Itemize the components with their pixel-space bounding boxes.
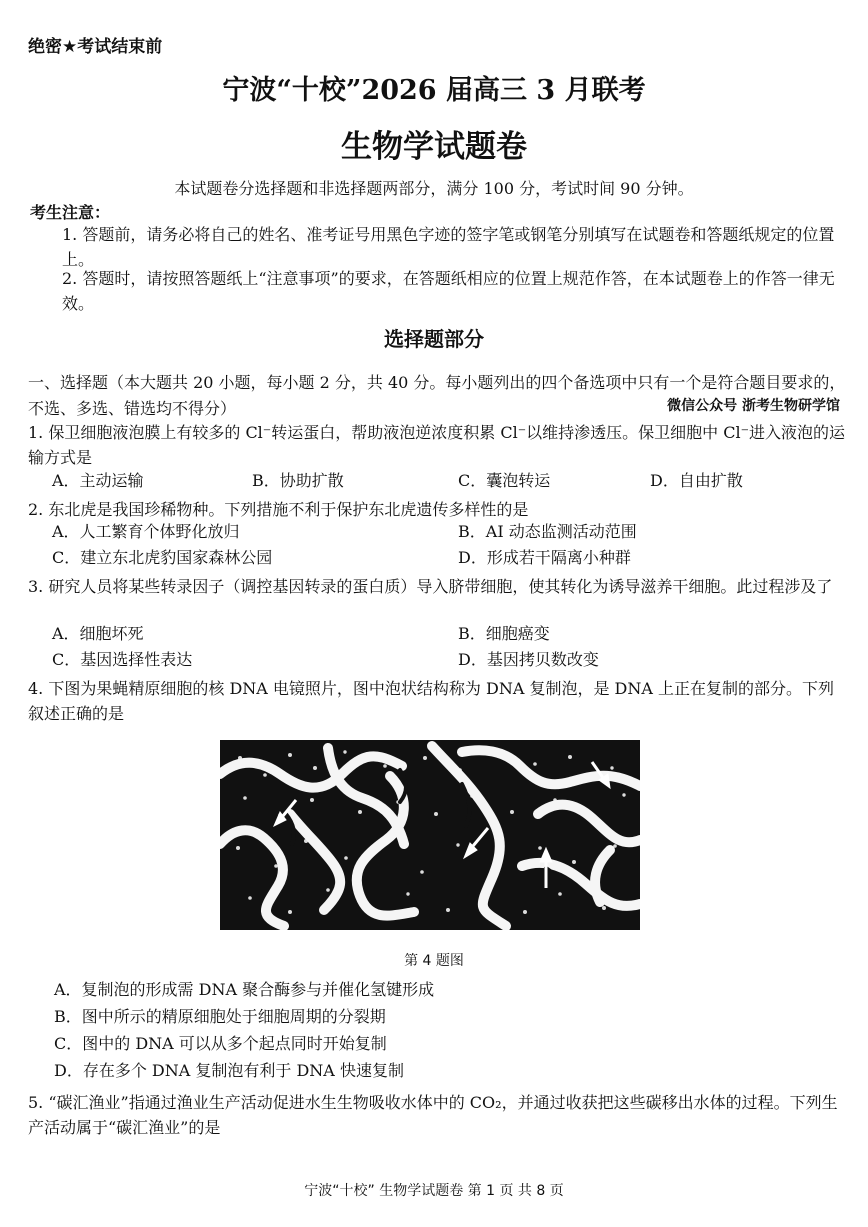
q3-option-a: A．细胞坏死: [52, 624, 144, 643]
figure-caption: 第 4 题图: [404, 953, 464, 969]
q2-option-d: D．形成若干隔离小种群: [458, 548, 631, 567]
q2-option-a: A．人工繁育个体野化放归: [52, 522, 240, 541]
question-5-stem: 5. “碳汇渔业”指通过渔业生产活动促进水生生物吸收水体中的 CO₂，并通过收获把这些碳移出水体的过程。下列生产活动属于“碳汇渔业”的是: [28, 1093, 838, 1137]
question-1-stem: 1. 保卫细胞液泡膜上有较多的 Cl⁻转运蛋白，帮助液泡逆浓度积累 Cl⁻以维持渗透压。保卫细胞中 Cl⁻进入液泡的运输方式是: [28, 423, 846, 467]
q1-option-c: C．囊泡转运: [458, 471, 551, 490]
q4-option-a: A．复制泡的形成需 DNA 聚合酶参与并催化氢键形成: [54, 980, 435, 999]
watermark-text: 微信公众号 浙考生物研学馆: [667, 398, 840, 414]
section-instruction: 一、选择题（本大题共 20 小题，每小题 2 分，共 40 分。每小题列出的四个备选项中只有一个是符合题目要求的，不选、多选、错选均不得分）: [28, 373, 846, 418]
q3-option-c: C．基因选择性表达: [52, 650, 193, 669]
subject-title: 生物学试题卷: [341, 129, 527, 165]
q4-option-d: D．存在多个 DNA 复制泡有利于 DNA 快速复制: [54, 1061, 404, 1080]
q3-option-d: D．基因拷贝数改变: [458, 650, 599, 669]
section-title: 选择题部分: [384, 327, 484, 351]
dna-replication-bubble-micrograph: [220, 740, 640, 930]
q4-option-c: C．图中的 DNA 可以从多个起点同时开始复制: [54, 1034, 387, 1053]
question-4-stem: 4. 下图为果蝇精原细胞的核 DNA 电镜照片，图中泡状结构称为 DNA 复制泡，是 DNA 上正在复制的部分。下列叙述正确的是: [28, 679, 835, 723]
q2-option-b: B．AI 动态监测活动范围: [458, 522, 637, 541]
question-3-stem: 3. 研究人员将某些转录因子（调控基因转录的蛋白质）导入脐带细胞，使其转化为诱导滋养干细胞。此过程涉及了: [28, 577, 833, 596]
q3-option-b: B．细胞癌变: [458, 624, 550, 643]
q1-option-a: A．主动运输: [52, 471, 144, 490]
q1-option-b: B．协助扩散: [252, 471, 344, 490]
question-2-stem: 2. 东北虎是我国珍稀物种。下列措施不利于保护东北虎遗传多样性的是: [28, 500, 529, 519]
micrograph-svg: [220, 740, 640, 930]
secret-mark: 绝密★考试结束前: [28, 37, 163, 57]
page-footer: 宁波“十校” 生物学试题卷 第 1 页 共 8 页: [304, 1183, 564, 1199]
q1-option-d: D．自由扩散: [650, 471, 743, 490]
intro-text: 本试题卷分选择题和非选择题两部分，满分 100 分，考试时间 90 分钟。: [174, 179, 694, 198]
q4-option-b: B．图中所示的精原细胞处于细胞周期的分裂期: [54, 1007, 386, 1026]
exam-title: 宁波“十校”2026 届高三 3 月联考: [222, 75, 646, 106]
notice-title: 考生注意：: [30, 203, 111, 222]
notice-item-1: 1. 答题前，请务必将自己的姓名、准考证号用黑色字迹的签字笔或钢笔分别填写在试题卷和答题纸规定的位置上。: [62, 225, 835, 269]
q2-option-c: C．建立东北虎豹国家森林公园: [52, 548, 273, 567]
micrograph-background: [220, 740, 640, 930]
notice-item-2: 2. 答题时，请按照答题纸上“注意事项”的要求，在答题纸相应的位置上规范作答，在本试题卷上的作答一律无效。: [62, 269, 835, 313]
